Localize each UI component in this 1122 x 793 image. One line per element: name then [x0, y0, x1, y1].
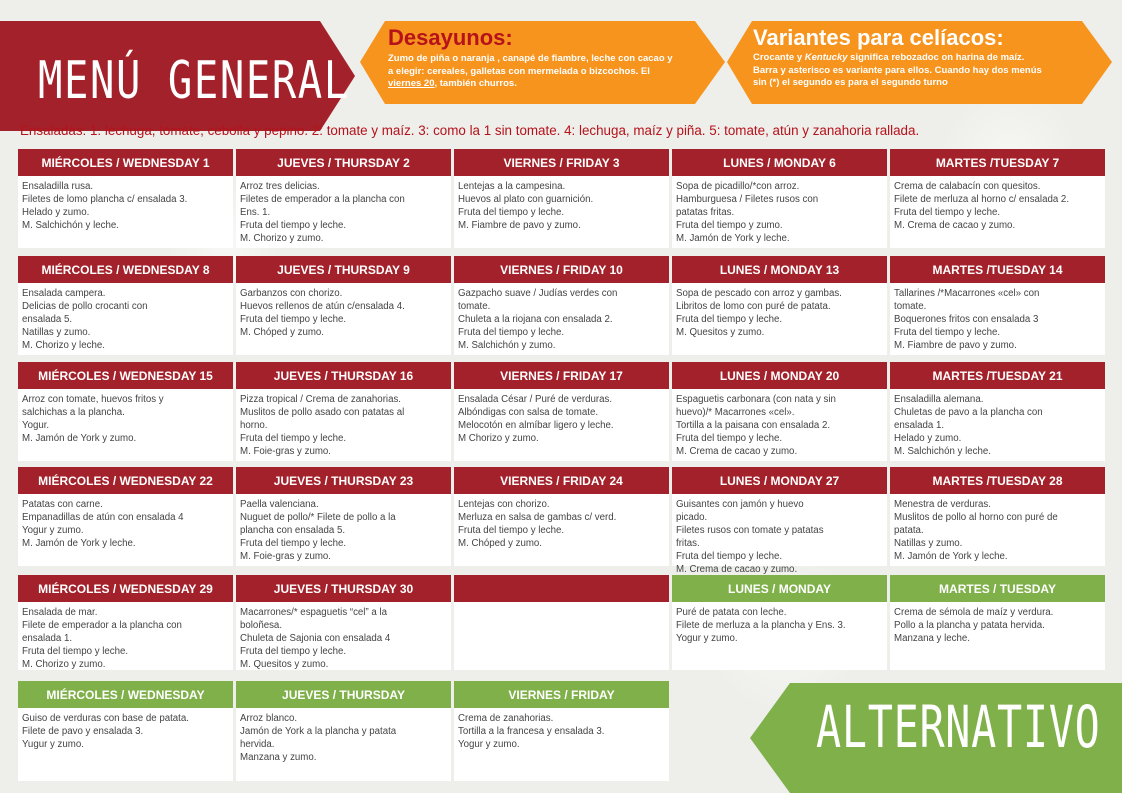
menu-line: Crema de zanahorias.: [458, 713, 554, 724]
day-header: MIÉRCOLES / WEDNESDAY 22: [18, 467, 233, 494]
day-cell: [454, 362, 669, 461]
menu-line: Lentejas con chorizo.: [458, 499, 550, 510]
celiacos-text: Crocante y Kentucky significa rebozadoc on harina de maíz. Barra y asterisco es variante para ellos. Cuando hay dos menús sin (*) el segundo es para el segundo turno: [753, 52, 1042, 88]
menu-line: M. Foie-gras y zumo.: [240, 551, 331, 562]
menu-line: M. Salchichón y leche.: [894, 446, 991, 457]
day-header: MIÉRCOLES / WEDNESDAY 29: [18, 575, 233, 602]
menu-line: Crema de calabacín con quesitos.: [894, 181, 1041, 192]
menu-line: Helado y zumo.: [894, 433, 962, 444]
day-menu: [22, 287, 232, 352]
day-cell: [18, 467, 233, 566]
day-header: MIÉRCOLES / WEDNESDAY 15: [18, 362, 233, 389]
menu-line: M. Fiambre de pavo y zumo.: [458, 220, 581, 231]
menu-line: Helado y zumo.: [22, 207, 90, 218]
menu-line: Sopa de pescado con arroz y gambas.: [676, 288, 842, 299]
menu-line: Fruta del tiempo y leche.: [458, 207, 565, 218]
day-menu: [240, 393, 450, 458]
day-header: VIERNES / FRIDAY 3: [454, 149, 669, 176]
menu-line: M. Chorizo y zumo.: [22, 659, 106, 670]
day-cell: [672, 256, 887, 355]
day-cell: [454, 149, 669, 248]
day-cell: [236, 362, 451, 461]
menu-line: Ens. 1.: [240, 207, 271, 218]
menu-line: Ensaladilla rusa.: [22, 181, 94, 192]
day-menu: [22, 498, 232, 550]
menu-line: Yogur.: [22, 420, 50, 431]
day-menu: [22, 712, 232, 751]
day-header: JUEVES / THURSDAY 2: [236, 149, 451, 176]
menu-line: Delicias de pollo crocanti con: [22, 301, 148, 312]
day-cell: [672, 467, 887, 575]
day-menu: [458, 498, 668, 550]
day-cell: [454, 575, 669, 670]
day-header: MARTES /TUESDAY 21: [890, 362, 1105, 389]
day-menu: [894, 287, 1104, 352]
alternativo-banner: [750, 683, 1122, 793]
menu-line: M. Salchichón y leche.: [22, 220, 119, 231]
menu-line: patata.: [894, 525, 924, 536]
day-header: JUEVES / THURSDAY 23: [236, 467, 451, 494]
celiacos-banner: [727, 21, 1082, 104]
day-cell: [890, 362, 1105, 461]
day-header: MARTES /TUESDAY 14: [890, 256, 1105, 283]
menu-line: Filete de merluza a la plancha y Ens. 3.: [676, 620, 846, 631]
menu-line: Manzana y zumo.: [240, 752, 317, 763]
ensaladas-legend: Ensaladas: 1: lechuga, tomate, cebolla y pepino. 2: tomate y maíz. 3: como la 1 sin tomate. 4: lechuga, maíz y piña. 5: tomate, atún y zanahoria rallada.: [20, 123, 920, 138]
menu-line: Empanadillas de atún con ensalada 4: [22, 512, 184, 523]
menu-line: Filetes de lomo plancha c/ ensalada 3.: [22, 194, 188, 205]
menu-line: Fruta del tiempo y leche.: [676, 433, 783, 444]
menu-line: Arroz blanco.: [240, 713, 298, 724]
menu-line: Boquerones fritos con ensalada 3: [894, 314, 1039, 325]
day-menu: [22, 180, 232, 232]
menu-line: Pizza tropical / Crema de zanahorias.: [240, 394, 401, 405]
menu-line: Yugur y zumo.: [22, 739, 84, 750]
menu-line: Chuleta de Sajonia con ensalada 4: [240, 633, 391, 644]
menu-line: Fruta del tiempo y leche.: [894, 207, 1001, 218]
viernes-20-link: viernes 20: [388, 78, 435, 89]
menu-line: plancha con ensalada 5.: [240, 525, 346, 536]
day-header: VIERNES / FRIDAY 17: [454, 362, 669, 389]
day-menu: [458, 712, 668, 751]
day-header: MIÉRCOLES / WEDNESDAY: [18, 681, 233, 708]
menu-line: Fruta del tiempo y leche.: [240, 433, 347, 444]
menu-line: Filetes de emperador a la plancha con: [240, 194, 405, 205]
menu-line: Natillas y zumo.: [894, 538, 963, 549]
menu-line: M. Chóped y zumo.: [240, 327, 324, 338]
menu-line: Arroz con tomate, huevos fritos y: [22, 394, 164, 405]
menu-line: Tallarines /*Macarrones «cel» con: [894, 288, 1040, 299]
menu-line: Fruta del tiempo y leche.: [676, 314, 783, 325]
day-header: LUNES / MONDAY 20: [672, 362, 887, 389]
day-header: MARTES / TUESDAY: [890, 575, 1105, 602]
day-menu: [676, 393, 886, 458]
menu-line: Espaguetis carbonara (con nata y sin: [676, 394, 836, 405]
menu-line: Pollo a la plancha y patata hervida.: [894, 620, 1045, 631]
menu-line: M. Chorizo y leche.: [22, 340, 105, 351]
menu-line: M. Quesitos y zumo.: [676, 327, 765, 338]
menu-line: ensalada 1.: [22, 633, 73, 644]
day-header: LUNES / MONDAY 6: [672, 149, 887, 176]
day-cell: [890, 575, 1105, 670]
day-menu: [676, 180, 886, 245]
menu-line: Ensalada de mar.: [22, 607, 98, 618]
day-header: JUEVES / THURSDAY: [236, 681, 451, 708]
menu-line: Fruta del tiempo y leche.: [458, 327, 565, 338]
menu-line: M. Crema de cacao y zumo.: [676, 564, 798, 575]
menu-general-title: MENÚ GENERAL: [38, 51, 350, 111]
menu-line: Fruta del tiempo y leche.: [458, 525, 565, 536]
menu-line: Fruta del tiempo y zumo.: [676, 220, 783, 231]
menu-line: M. Jamón de York y zumo.: [22, 433, 137, 444]
day-header: JUEVES / THURSDAY 30: [236, 575, 451, 602]
day-cell: [454, 256, 669, 355]
menu-line: M. Jamón de York y leche.: [676, 233, 790, 244]
menu-line: huevo)/* Macarrones «cel».: [676, 407, 795, 418]
menu-line: ensalada 1.: [894, 420, 945, 431]
day-cell: [236, 681, 451, 781]
menu-line: Merluza en salsa de gambas c/ verd.: [458, 512, 617, 523]
menu-line: Filetes rusos con tomate y patatas: [676, 525, 824, 536]
menu-line: Yogur y zumo.: [458, 739, 520, 750]
menu-line: Filete de pavo y ensalada 3.: [22, 726, 144, 737]
menu-line: M. Crema de cacao y zumo.: [894, 220, 1016, 231]
menu-line: Gazpacho suave / Judías verdes con: [458, 288, 618, 299]
menu-line: Chuletas de pavo a la plancha con: [894, 407, 1043, 418]
menu-line: Tortilla a la paisana con ensalada 2.: [676, 420, 831, 431]
day-cell: [18, 575, 233, 670]
day-cell: [890, 256, 1105, 355]
day-menu: [240, 498, 450, 563]
day-cell: [672, 575, 887, 670]
day-header: LUNES / MONDAY 13: [672, 256, 887, 283]
menu-line: Nuguet de pollo/* Filete de pollo a la: [240, 512, 396, 523]
menu-line: Macarrones/* espaguetis “cel” a la: [240, 607, 387, 618]
menu-line: Garbanzos con chorizo.: [240, 288, 343, 299]
menu-line: Libritos de lomo con puré de patata.: [676, 301, 831, 312]
menu-line: Fruta del tiempo y leche.: [240, 314, 347, 325]
menu-line: Ensalada César / Puré de verduras.: [458, 394, 613, 405]
menu-line: Jamón de York a la plancha y patata: [240, 726, 397, 737]
day-header: VIERNES / FRIDAY 10: [454, 256, 669, 283]
menu-line: boloñesa.: [240, 620, 283, 631]
menu-line: Fruta del tiempo y leche.: [676, 551, 783, 562]
day-cell: [236, 149, 451, 248]
menu-line: M. Foie-gras y zumo.: [240, 446, 331, 457]
menu-line: Fruta del tiempo y leche.: [894, 327, 1001, 338]
menu-line: Natillas y zumo.: [22, 327, 91, 338]
day-cell: [236, 256, 451, 355]
menu-line: M. Chóped y zumo.: [458, 538, 542, 549]
menu-line: picado.: [676, 512, 708, 523]
menu-line: Fruta del tiempo y leche.: [240, 538, 347, 549]
menu-line: Arroz tres delicias.: [240, 181, 320, 192]
day-menu: [894, 180, 1104, 232]
day-cell: [454, 681, 669, 781]
day-header: VIERNES / FRIDAY: [454, 681, 669, 708]
menu-line: Fruta del tiempo y leche.: [240, 646, 347, 657]
menu-line: Ensalada campera.: [22, 288, 106, 299]
day-cell: [672, 362, 887, 461]
day-menu: [894, 498, 1104, 563]
menu-line: tomate.: [458, 301, 491, 312]
day-menu: [240, 180, 450, 245]
day-cell: [18, 256, 233, 355]
day-cell: [454, 467, 669, 566]
menu-line: M. Chorizo y zumo.: [240, 233, 324, 244]
day-header: LUNES / MONDAY: [672, 575, 887, 602]
day-header: JUEVES / THURSDAY 9: [236, 256, 451, 283]
menu-line: Patatas con carne.: [22, 499, 103, 510]
menu-line: Muslitos de pollo al horno con puré de: [894, 512, 1058, 523]
alternativo-title: ALTERNATIVO: [816, 693, 1101, 761]
menu-line: M. Jamón de York y leche.: [22, 538, 136, 549]
day-menu: [22, 606, 232, 671]
day-menu: [240, 712, 450, 764]
day-header: LUNES / MONDAY 27: [672, 467, 887, 494]
day-menu: [676, 287, 886, 339]
menu-line: horno.: [240, 420, 268, 431]
day-menu: [894, 393, 1104, 458]
menu-line: Menestra de verduras.: [894, 499, 991, 510]
menu-line: tomate.: [894, 301, 927, 312]
menu-line: M. Quesitos y zumo.: [240, 659, 329, 670]
menu-line: salchichas a la plancha.: [22, 407, 125, 418]
menu-line: ensalada 5.: [22, 314, 73, 325]
menu-line: fritas.: [676, 538, 700, 549]
menu-line: Yogur y zumo.: [676, 633, 738, 644]
day-cell: [890, 467, 1105, 566]
menu-line: Chuleta a la riojana con ensalada 2.: [458, 314, 613, 325]
menu-line: Paella valenciana.: [240, 499, 319, 510]
day-header: JUEVES / THURSDAY 16: [236, 362, 451, 389]
menu-line: M. Crema de cacao y zumo.: [676, 446, 798, 457]
menu-general-banner: [0, 21, 355, 131]
menu-line: Puré de patata con leche.: [676, 607, 787, 618]
day-cell: [18, 149, 233, 248]
desayunos-text: Zumo de piña o naranja , canapé de fiambre, leche con cacao y a elegir: cereales, galletas con mermelada o bizcochos. El viernes 20, también churros.: [388, 53, 673, 89]
menu-line: M. Fiambre de pavo y zumo.: [894, 340, 1017, 351]
day-menu: [240, 287, 450, 339]
menu-line: Guisantes con jamón y huevo: [676, 499, 804, 510]
menu-line: M Chorizo y zumo.: [458, 433, 539, 444]
menu-line: Filete de merluza al horno c/ ensalada 2.: [894, 194, 1070, 205]
celiacos-title: Variantes para celíacos:: [753, 25, 1004, 50]
day-menu: [458, 393, 668, 445]
menu-line: Tortilla a la francesa y ensalada 3.: [458, 726, 605, 737]
day-menu: [676, 606, 886, 645]
day-cell: [672, 149, 887, 248]
day-cell: [236, 467, 451, 566]
desayunos-banner: [360, 21, 715, 104]
day-cell: [890, 149, 1105, 248]
day-cell: [18, 362, 233, 461]
menu-line: Fruta del tiempo y leche.: [240, 220, 347, 231]
day-menu: [240, 606, 450, 671]
menu-line: Filete de emperador a la plancha con: [22, 620, 182, 631]
day-menu: [894, 606, 1104, 645]
day-header: MARTES /TUESDAY 7: [890, 149, 1105, 176]
menu-line: hervida.: [240, 739, 275, 750]
menu-line: Fruta del tiempo y leche.: [22, 646, 129, 657]
menu-line: Crema de sémola de maíz y verdura.: [894, 607, 1054, 618]
menu-line: Ensaladilla alemana.: [894, 394, 984, 405]
day-header: MIÉRCOLES / WEDNESDAY 8: [18, 256, 233, 283]
menu-line: M. Jamón de York y leche.: [894, 551, 1008, 562]
menu-line: Huevos rellenos de atún c/ensalada 4.: [240, 301, 405, 312]
menu-line: M. Salchichón y zumo.: [458, 340, 556, 351]
menu-line: Hamburguesa / Filetes rusos con: [676, 194, 819, 205]
menu-line: Guiso de verduras con base de patata.: [22, 713, 189, 724]
menu-line: patatas fritas.: [676, 207, 735, 218]
day-header: [454, 575, 669, 602]
menu-line: Muslitos de pollo asado con patatas al: [240, 407, 405, 418]
menu-line: Sopa de picadillo/*con arroz.: [676, 181, 800, 192]
menu-line: Lentejas a la campesina.: [458, 181, 566, 192]
day-header: MARTES /TUESDAY 28: [890, 467, 1105, 494]
day-cell: [236, 575, 451, 670]
menu-line: Yogur y zumo.: [22, 525, 84, 536]
desayunos-title: Desayunos:: [388, 25, 513, 50]
day-menu: [22, 393, 232, 445]
day-menu: [458, 287, 668, 352]
day-cell: [18, 681, 233, 781]
menu-line: Melocotón en almíbar ligero y leche.: [458, 420, 614, 431]
menu-line: Huevos al plato con guarnición.: [458, 194, 594, 205]
day-header: VIERNES / FRIDAY 24: [454, 467, 669, 494]
day-menu: [458, 180, 668, 232]
day-header: MIÉRCOLES / WEDNESDAY 1: [18, 149, 233, 176]
menu-line: Manzana y leche.: [894, 633, 970, 644]
menu-line: Albóndigas con salsa de tomate.: [458, 407, 599, 418]
day-menu: [676, 498, 886, 576]
